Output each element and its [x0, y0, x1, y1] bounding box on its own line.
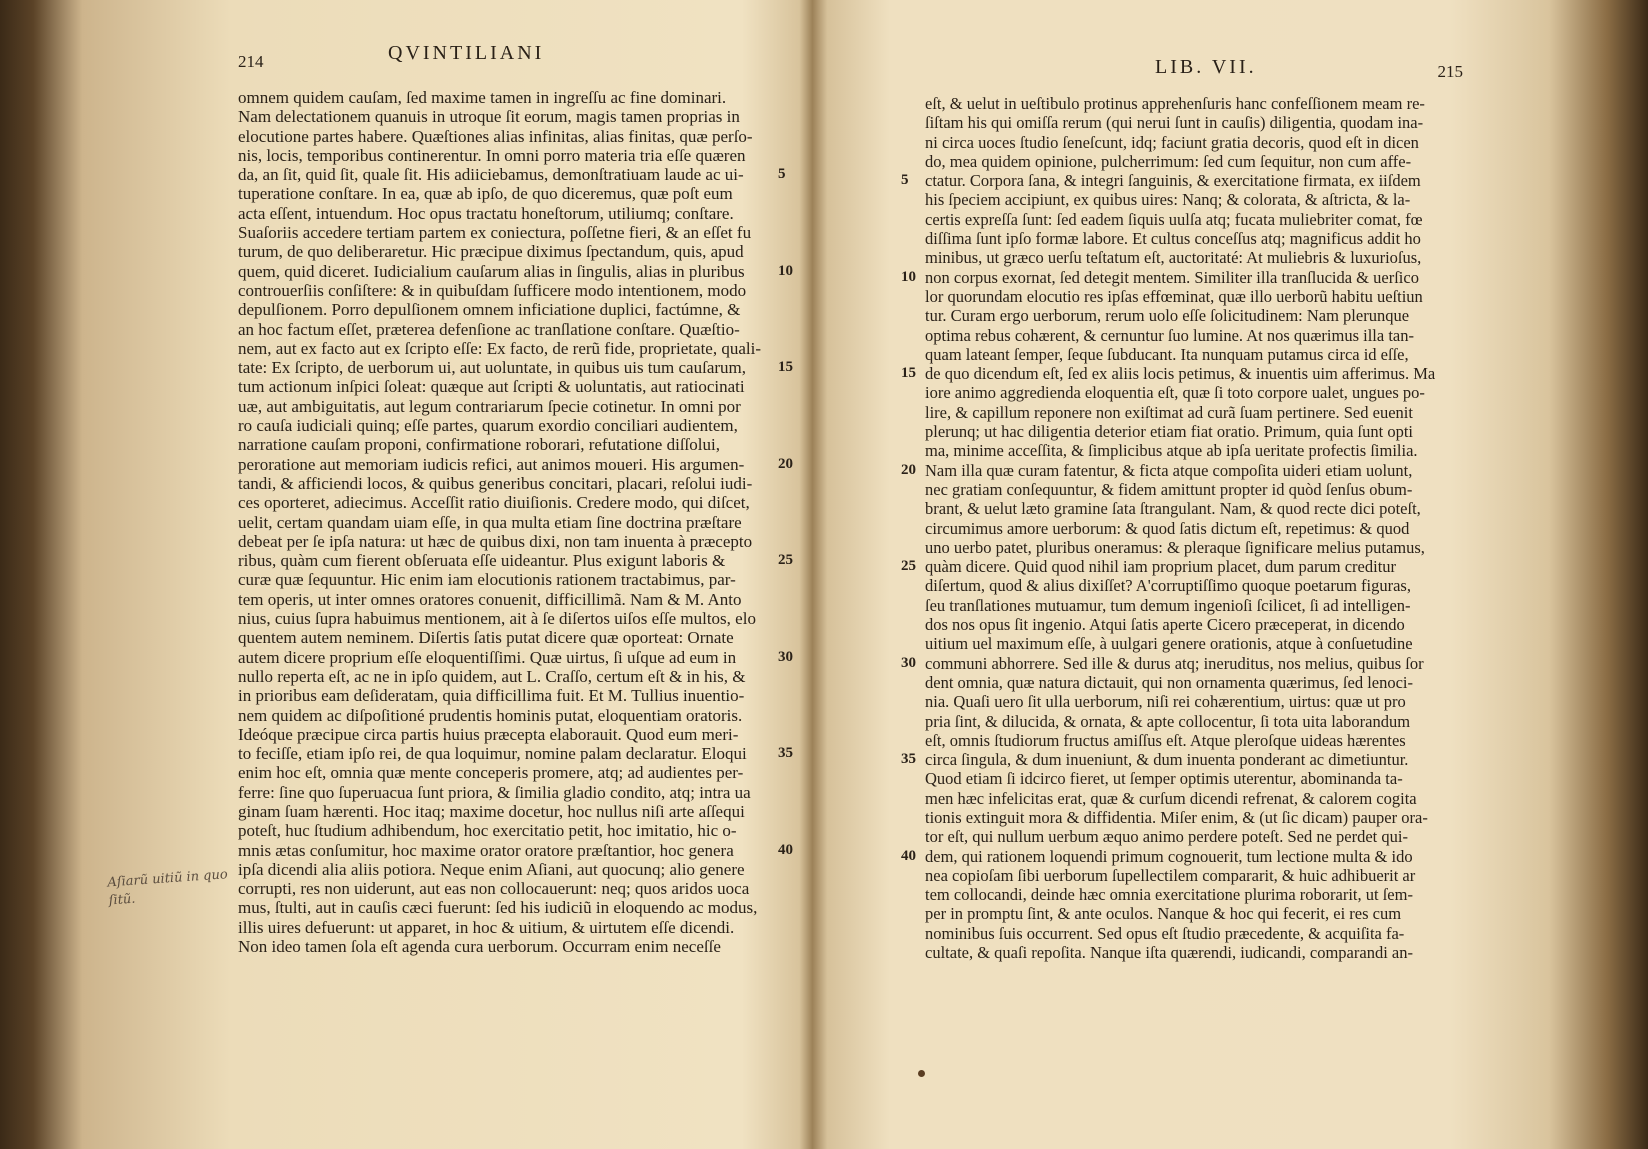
left-page	[238, 38, 798, 956]
text-line-content: quam lateant ſemper, ſeque ſubducant. Ita nunquam putamus circa id eſſe,	[925, 344, 1409, 364]
text-line-content: Ideóque præcipue circa partis huius præcepta elaborauit. Quod eum meri-	[238, 724, 739, 744]
text-line	[238, 783, 798, 802]
text-line	[925, 229, 1453, 248]
text-line-content: circa ſingula, & dum inueniunt, & dum inuenta ponderant ac dimetiuntur.	[925, 750, 1409, 770]
text-line	[925, 576, 1453, 595]
text-line	[238, 686, 798, 705]
text-line	[238, 493, 798, 512]
line-number: 15	[901, 365, 916, 382]
text-line	[925, 615, 1453, 634]
text-line	[925, 287, 1453, 306]
text-line	[925, 383, 1453, 402]
text-line-content: ro cauſa iudiciali quinq; eſſe partes, quarum exordio conciliari audientem,	[238, 416, 738, 436]
text-line-content: ginam ſuam hærenti. Hoc itaq; maxime docetur, hoc nullus niſi arte aſſequi	[238, 801, 745, 821]
left-running-head	[238, 38, 798, 72]
text-line	[925, 827, 1453, 846]
text-line-content: controuerſiis conſiſtere: & in quibuſdam ſufficere modo intentionem, modo	[238, 280, 747, 300]
text-line	[238, 339, 798, 358]
text-line	[238, 146, 798, 165]
text-line-content: quentem autem neminem. Diſertis ſatis putat dicere quæ oporteat: Ornate	[238, 628, 734, 648]
text-line-content: his ſpeciem accipiunt, ex quibus uires: Nanq; & colorata, & aſtricta, & la-	[925, 190, 1411, 210]
right-text-block	[901, 94, 1453, 963]
text-line-content: tur. Curam ergo uerborum, rerum uolo eſſe ſolicitudinem: Nam plerunque	[925, 306, 1410, 326]
text-line-content: elocutione partes habere. Quæſtiones alias infinitas, alias finitas, quæ perſo-	[238, 126, 753, 146]
text-line-content: ribus, quàm cum fierent obſeruata eſſe uideantur. Plus exigunt laboris &	[238, 551, 726, 571]
text-line-content: cultate, & quaſi repoſita. Nanque iſta quærendi, iudicandi, comparandi an-	[925, 943, 1413, 963]
text-line	[925, 422, 1453, 441]
text-line	[925, 731, 1453, 750]
line-number: 10	[901, 268, 916, 285]
text-line-content: tionis extinguit mora & diffidentia. Miſer enim, & (ut ſic dicam) pauper ora-	[925, 807, 1428, 827]
line-number: 40	[901, 847, 916, 864]
text-line	[925, 480, 1453, 499]
text-line	[238, 223, 798, 242]
text-line-content: turum, de quo deliberaretur. Hic præcipue diximus ſpectandum, quis, apud	[238, 242, 744, 262]
text-line	[925, 692, 1453, 711]
text-line-content: tem operis, ut inter omnes oratores conuenit, difficillimã. Nam & M. Anto	[238, 589, 742, 609]
text-line	[238, 88, 798, 107]
text-line-content: nominibus ſuis occurrent. Sed opus eſt ſtudio præcedente, & acquiſita fa-	[925, 923, 1405, 943]
marginal-note: Aſiarũ uitiũ in quo ſitũ.	[106, 867, 229, 909]
text-line-content: curæ quæ ſequuntur. Hic enim iam elocutionis rationem tractabimus, par-	[238, 570, 736, 590]
text-line	[925, 519, 1453, 538]
text-line-content: ferre: ſine quo ſuperuacua ſunt priora, & ſimilia gladio condito, atq; intra ua	[238, 782, 751, 802]
text-line-content: nullo reperta eſt, ac ne in ipſo quidem, aut L. Craſſo, certum eſt & in his, &	[238, 666, 746, 686]
text-line	[238, 898, 798, 917]
text-line-content: eſt, & uelut in ueſtibulo protinus apprehenſuris hanc confeſſionem meam re-	[925, 94, 1425, 113]
text-line	[238, 107, 798, 126]
text-line	[925, 248, 1453, 267]
text-line	[925, 499, 1453, 518]
text-line	[238, 937, 798, 956]
text-line	[238, 242, 798, 261]
text-line	[238, 802, 798, 821]
line-number: 5	[901, 172, 909, 189]
text-line	[925, 441, 1453, 460]
text-line-content: mus, ſtulti, aut in cauſis cæci fuerunt: ſed his iudiciũ in eloquendo ac modus,	[238, 898, 758, 918]
text-line-content: lor quorundam elocutio res ipſas effœminat, quæ illo uerborũ habitu ueſtiun	[925, 286, 1423, 306]
text-line-content: de quo dicendum eſt, ſed ex aliis locis petimus, & inuentis uim afferimus. Ma	[925, 364, 1436, 384]
text-line-content: per in promptu ſint, & ante oculos. Nanque & hoc qui fecerit, ei res cum	[925, 904, 1402, 924]
line-number: 30	[901, 654, 916, 671]
text-line	[925, 904, 1453, 923]
text-line-content: uelit, certam quandam uiam eſſe, in qua multa etiam ſine doctrina præſtare	[238, 512, 742, 532]
line-number: 5	[778, 166, 786, 183]
text-line	[238, 416, 798, 435]
text-line-content: iore animo aggredienda eloquentia eſt, quæ ſi toto corpore ualet, ungues po-	[925, 383, 1425, 403]
text-line	[238, 320, 798, 339]
text-line	[238, 262, 798, 281]
text-line	[238, 841, 798, 860]
text-line	[901, 364, 1453, 384]
text-line	[925, 210, 1453, 229]
text-line-content: Nam delectationem quanuis in utroque ſit eorum, magis tamen proprias in	[238, 107, 740, 127]
right-page	[901, 38, 1463, 963]
text-line-content: autem dicere proprium eſſe eloquentiſſimi. Quæ uirtus, ſi uſque ad eum in	[238, 647, 737, 667]
text-line	[901, 557, 1453, 577]
text-line-content: narratione cauſam proponi, confirmatione roborari, refutatione diſſolui,	[238, 435, 720, 455]
text-line	[238, 532, 798, 551]
text-line-content: diſertum, quod & alius dixiſſet? A'corruptiſſimo quoque poetarum figuras,	[925, 576, 1411, 596]
text-line	[925, 326, 1453, 345]
line-number: 40	[778, 841, 793, 858]
text-line	[925, 634, 1453, 653]
text-line-content: acta eſſent, intuendum. Hoc opus tractatu honeſtorum, utiliumq; conſtare.	[238, 203, 734, 223]
text-line-content: diſſima ſunt ipſo formæ labore. Et cultus conceſſus atq; magnificus addit ho	[925, 229, 1421, 249]
right-folio: 215	[1437, 62, 1463, 81]
text-line	[925, 190, 1453, 209]
text-line-content: uæ, aut ambiguitatis, aut legum contrariarum ſpecie cotinetur. In omni por	[238, 396, 741, 416]
text-line-content: nem quidem ac diſpoſitioné prudentis hominis putat, eloquentiam oratoris.	[238, 705, 743, 725]
text-line-content: nec gratiam conſequuntur, & fidem amittunt propter id quòd ſenſus obum-	[925, 479, 1413, 499]
text-line-content: omnem quidem cauſam, ſed maxime tamen in ingreſſu ac fine dominari.	[238, 88, 727, 107]
text-line	[238, 609, 798, 628]
text-line	[238, 165, 798, 184]
text-line-content: nis, locis, temporibus continerentur. In omni porro materia tria eſſe quæren	[238, 145, 746, 165]
text-line-content: poteſt, huc ſtudium adhibendum, hoc exercitatio petit, hoc imitatio, hic o-	[238, 821, 737, 841]
text-line-content: communi abhorrere. Sed ille & durus atq; ineruditus, nos melius, quibus ſor	[925, 653, 1424, 673]
text-line	[925, 866, 1453, 885]
text-line-content: Nam illa quæ curam fatentur, & ficta atque compoſita uideri etiam uolunt,	[925, 460, 1413, 480]
left-folio: 214	[238, 52, 264, 71]
text-line-content: ni circa uoces ſtudio ſeneſcunt, idq; faciunt gratia decoris, quod eſt in dicen	[925, 132, 1419, 152]
text-line	[925, 113, 1453, 132]
text-line	[925, 94, 1453, 113]
line-number: 15	[778, 359, 793, 376]
text-line	[238, 474, 798, 493]
text-line-content: nia. Quaſi uero ſit ulla uerborum, niſi rei cohærentium, uirtus: quæ ut pro	[925, 692, 1406, 712]
line-number: 25	[901, 558, 916, 575]
text-line-content: plerunq; ut hac diligentia deterior etiam fiat oratio. Primum, quia ſunt opti	[925, 422, 1414, 442]
text-line	[238, 377, 798, 396]
text-line-content: illis uires defuerunt: ut apparet, in hoc & uitium, & uirtutem eſſe dicendi.	[238, 917, 735, 937]
text-line-content: dem, qui rationem loquendi primum cognouerit, tum lectione multa & ido	[925, 846, 1413, 866]
text-line	[238, 435, 798, 454]
text-line-content: depulſionem. Porro depulſionem omnem inficiatione duplici, factúmne, &	[238, 300, 741, 320]
text-line-content: tum actionum inſpici ſoleat: quæque aut ſcripti & uoluntatis, aut ratiocinati	[238, 377, 745, 397]
text-line	[238, 860, 798, 879]
text-line-content: mnis ætas conſumitur, hoc maxime orator oratore præſtantior, hoc genera	[238, 840, 734, 860]
text-line-content: men hæc infelicitas erat, quæ & curſum dicendi refrenat, & calorem cogita	[925, 788, 1417, 808]
text-line-content: ſiſtam his qui omiſſa rerum (qui nerui ſunt in cauſis) diligentia, quodam ina-	[925, 113, 1424, 133]
text-line	[238, 300, 798, 319]
text-line	[901, 460, 1453, 480]
text-line	[925, 885, 1453, 904]
text-line	[925, 789, 1453, 808]
text-line-content: Non ideo tamen ſola eſt agenda cura uerborum. Occurram enim neceſſe	[238, 937, 721, 957]
text-line	[925, 133, 1453, 152]
text-line	[901, 267, 1453, 287]
line-number: 35	[901, 751, 916, 768]
text-line-content: an hoc factum eſſet, præterea defenſione ac tranſlatione conſtare. Quæſtio-	[238, 319, 740, 339]
text-line-content: da, an ſit, quid ſit, quale ſit. His adiiciebamus, demonſtratiuam laude ac ui-	[238, 165, 744, 185]
text-line	[238, 628, 798, 647]
line-number: 10	[778, 262, 793, 279]
text-line-content: tem collocandi, deinde hæc omnia exercitatione plurima roborarit, ut ſem-	[925, 885, 1413, 905]
ink-spot	[918, 1070, 925, 1077]
text-line	[925, 769, 1453, 788]
text-line	[925, 924, 1453, 943]
line-number: 35	[778, 745, 793, 762]
text-line	[238, 358, 798, 377]
text-line	[901, 750, 1453, 770]
text-line-content: peroratione aut memoriam iudicis refici, aut animos moueri. His argumen-	[238, 454, 745, 474]
line-number: 20	[778, 455, 793, 472]
text-line-content: circumimus amore uerborum: & quod ſatis dictum eſt, repetimus: & quod	[925, 518, 1410, 538]
text-line	[925, 596, 1453, 615]
text-line-content: quem, quid diceret. Iudicialium cauſarum alias in ſingulis, alias in pluribus	[238, 261, 745, 281]
text-line	[238, 551, 798, 570]
text-line-content: ma, minime acceſſita, & ſimplicibus atque ab ipſa ueritate profectis ſimilia.	[925, 441, 1418, 461]
text-line-content: Quod etiam ſi idcirco fieret, ut ſemper optimis uterentur, abominanda ta-	[925, 769, 1403, 789]
text-line-content: dent omnia, quæ natura dictauit, qui non ornamenta quærimus, ſed lenoci-	[925, 672, 1414, 692]
line-number: 30	[778, 648, 793, 665]
text-line	[925, 808, 1453, 827]
text-line-content: to feciſſe, etiam ipſo rei, de qua loquimur, nomine palam declaratur. Eloqui	[238, 744, 747, 764]
text-line-content: tandi, & afficiendi locos, & quibus generibus concitari, placari, reſolui iudi-	[238, 473, 753, 493]
text-line	[238, 513, 798, 532]
text-line	[901, 653, 1453, 673]
text-line-content: non corpus exornat, ſed detegit mentem. Similiter illa tranſlucida & uerſico	[925, 267, 1419, 287]
text-line-content: ctatur. Corpora ſana, & integri ſanguinis, & exercitatione firmata, ex iiſdem	[925, 171, 1421, 191]
text-line	[925, 538, 1453, 557]
text-line-content: uno uerbo patet, pluribus oneramus: & pleraque ſignificare melius putamus,	[925, 537, 1425, 557]
left-text-block	[238, 88, 798, 956]
text-line-content: nea copioſam ſibi uerborum ſupellectilem compararit, & huic adhibuerit ar	[925, 865, 1416, 885]
text-line	[238, 397, 798, 416]
text-line	[925, 712, 1453, 731]
text-line	[238, 744, 798, 763]
left-running-title: QVINTILIANI	[388, 42, 545, 64]
text-line-content: dos nos opus ſit ingenio. Atqui ſatis aperte Cicero præceperat, in dicendo	[925, 615, 1405, 635]
text-line	[238, 918, 798, 937]
text-line-content: quàm dicere. Quid quod nihil iam proprium placet, dum parum creditur	[925, 557, 1397, 577]
text-line	[925, 306, 1453, 325]
text-line-content: do, mea quidem opinione, pulcherrimum: ſed cum ſequitur, non cum affe-	[925, 151, 1412, 171]
text-line-content: ſeu tranſlationes mutuamur, tum demum ingenioſi ſcilicet, ſi ad intelligen-	[925, 595, 1411, 615]
text-line	[925, 345, 1453, 364]
text-line-content: enim hoc eſt, omnia quæ mente conceperis promere, atq; ad audientes per-	[238, 763, 744, 783]
line-number: 25	[778, 552, 793, 569]
text-line-content: minibus, ut græco uerſu teſtatum eſt, auctoritaté: At muliebris & luxurioſus,	[925, 248, 1422, 268]
text-line-content: nem, aut ex facto aut ex ſcripto eſſe: Ex facto, de rerũ fide, proprietate, quali-	[238, 338, 761, 358]
text-line-content: Suaſoriis accedere tertiam partem ex coniectura, poſſetne fieri, & an eſſet fu	[238, 223, 752, 243]
text-line	[925, 673, 1453, 692]
text-line	[238, 184, 798, 203]
text-line	[238, 455, 798, 474]
text-line	[238, 879, 798, 898]
line-number: 20	[901, 461, 916, 478]
text-line	[238, 667, 798, 686]
text-line	[238, 725, 798, 744]
text-line	[238, 648, 798, 667]
text-line	[238, 821, 798, 840]
text-line-content: tuperatione conſtare. In ea, quæ ab ipſo, de quo diceremus, quæ poſt eum	[238, 184, 733, 204]
text-line-content: debeat per ſe ipſa natura: ut hæc de quibus dixi, non tam inuenta à præcepto	[238, 531, 753, 551]
text-line-content: ces oporteret, adiecimus. Acceſſit ratio diuiſionis. Credere modo, qui diſcet,	[238, 493, 750, 513]
text-line-content: lire, & capillum reponere non exiſtimat ad curã ſuam pertinere. Sed euenit	[925, 402, 1413, 422]
text-line-content: brant, & uelut læto gramine ſata ſtrangulant. Nam, & quod recte dici poteſt,	[925, 499, 1421, 519]
text-line	[238, 763, 798, 782]
text-line-content: optima rebus cohærent, & cernuntur ſuo lumine. At nos quærimus illa tan-	[925, 325, 1414, 345]
text-line-content: certis expreſſa ſunt: ſed eadem ſiquis uulſa atq; fucata muliebriter comat, fœ	[925, 209, 1423, 229]
text-line-content: tor eſt, qui nullum uerbum æquo animo perdere poteſt. Sed ne perdet qui-	[925, 827, 1408, 847]
text-line	[238, 281, 798, 300]
text-line-content: nius, cuius ſupra habuimus mentionem, ait à ſe diſertos uiſos eſſe multos, elo	[238, 609, 756, 629]
text-line-content: pria ſint, & dilucida, & ornata, & apte collocentur, ſi tota uita laborandum	[925, 711, 1411, 731]
right-running-title: LIB. VII.	[1155, 56, 1257, 78]
text-line	[238, 204, 798, 223]
text-line	[901, 171, 1453, 191]
text-line	[925, 943, 1453, 962]
text-line-content: corrupti, res non uiderunt, aut eas non collocauerunt: neq; quos aridos uoca	[238, 879, 750, 899]
text-line	[925, 403, 1453, 422]
text-line	[901, 846, 1453, 866]
text-line	[925, 152, 1453, 171]
text-line	[238, 706, 798, 725]
right-running-head	[925, 38, 1463, 81]
text-line	[238, 570, 798, 589]
text-line-content: ipſa dicendi alia aliis potiora. Neque enim Aſiani, aut quocunq; alio genere	[238, 859, 745, 879]
text-line	[238, 127, 798, 146]
text-line-content: tate: Ex ſcripto, de uerborum ui, aut uoluntate, in quibus uis tum cauſarum,	[238, 358, 746, 378]
text-line-content: uitium uel maximum eſſe, à uulgari genere orationis, atque à conſuetudine	[925, 634, 1413, 654]
text-line-content: eſt, omnis ſtudiorum fructus amiſſus eſt. Atque pleroſque uideas hærentes	[925, 730, 1406, 750]
text-line-content: in prioribus eam deſideratam, quia difficillima fuit. Et M. Tullius inuentio-	[238, 686, 745, 706]
text-line	[238, 590, 798, 609]
